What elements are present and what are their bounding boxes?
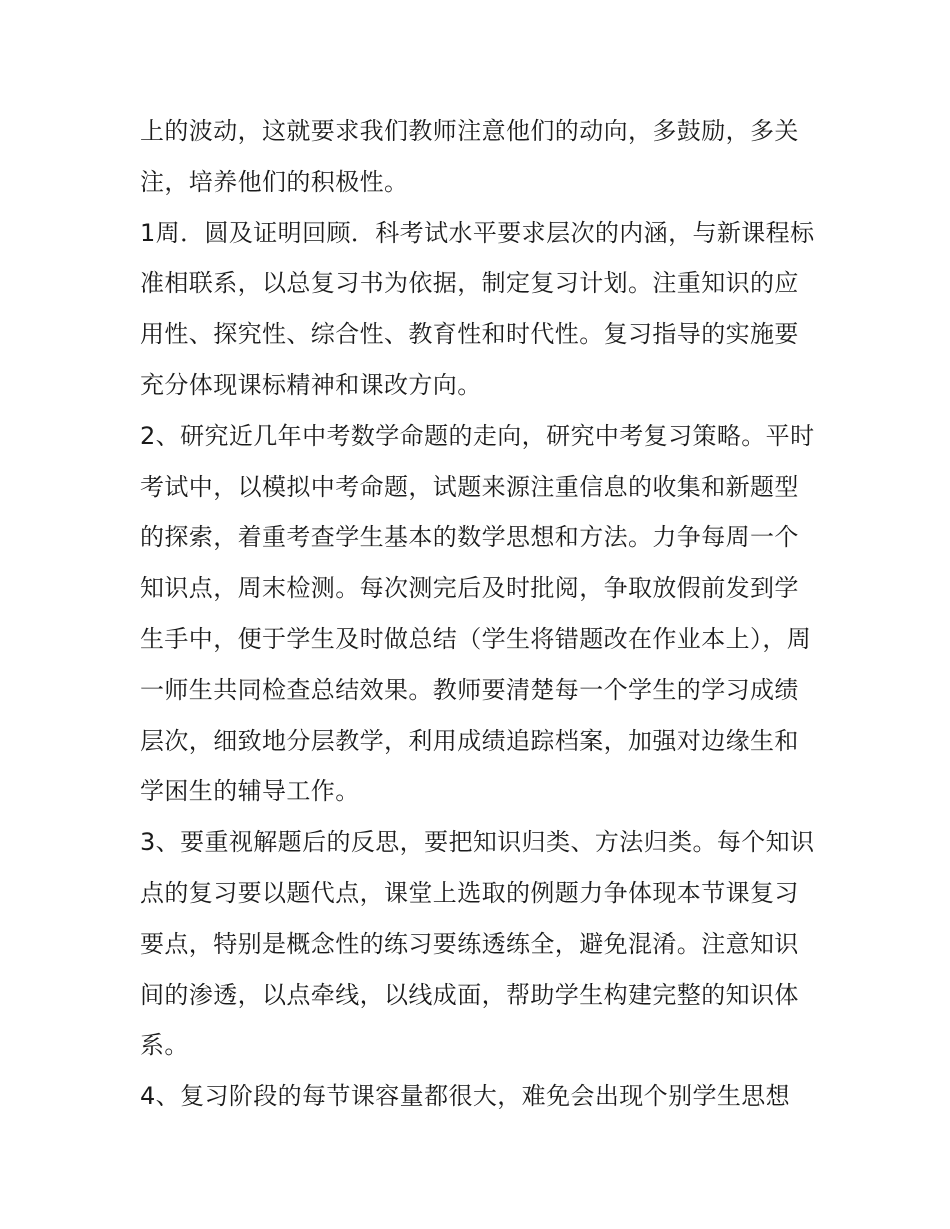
- paragraph-5: 4、复习阶段的每节课容量都很大，难免会出现个别学生思想: [140, 1082, 791, 1111]
- paragraph-2: 1周．圆及证明回顾．科考试水平要求层次的内涵，与新课程标准相联系，以总复习书为依据，制定复习计划。注重知识的应用性、探究性、综合性、教育性和时代性。复习指导的实施要充分体现课标精神和课改方向。: [140, 218, 815, 399]
- paragraph-1: 上的波动，这就要求我们教师注意他们的动向，多鼓励，多关注，培养他们的积极性。: [140, 117, 799, 196]
- paragraph-4: 3、要重视解题后的反思，要把知识归类、方法归类。每个知识点的复习要以题代点，课堂上选取的例题力争体现本节课复习要点，特别是概念性的练习要练透练全，避免混淆。注意知识间的渗透，以点牵线，以线成面，帮助学生构建完整的知识体系。: [140, 828, 815, 1060]
- paragraph-3: 2、研究近几年中考数学命题的走向，研究中考复习策略。平时考试中，以模拟中考命题，试题来源注重信息的收集和新题型的探索，着重考查学生基本的数学思想和方法。力争每周一个知识点，周末检测。每次测完后及时批阅，争取放假前发到学生手中，便于学生及时做总结（学生将错题改在作业本上），周一师生共同检查总结效果。教师要清楚每一个学生的学习成绩层次，细致地分层教学，利用成绩追踪档案，加强对边缘生和学困生的辅导工作。: [140, 421, 815, 806]
- document-body: [140, 106, 815, 1122]
